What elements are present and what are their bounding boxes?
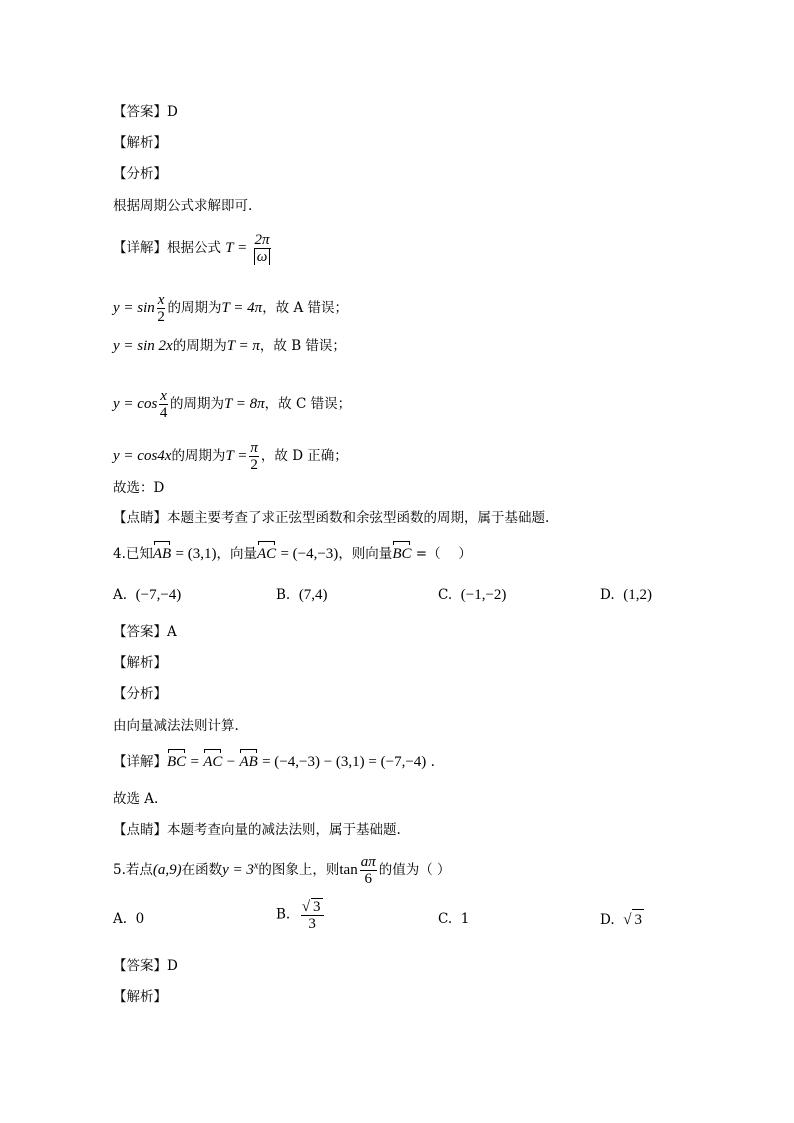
- q3-line-a-func: y = sin: [113, 300, 155, 316]
- q5-stem-end: 的值为（ ）: [378, 862, 451, 878]
- q3-line-b-period: T = π: [226, 338, 260, 354]
- q4-detail-label: 【详解】: [113, 754, 167, 770]
- q3-line-c-post: ，故 C 错误；: [264, 396, 352, 412]
- q5-option-d[interactable]: [600, 909, 644, 930]
- q5-answer: 【答案】D: [113, 958, 178, 974]
- q3-line-d-period: T =: [225, 448, 248, 464]
- q3-comment: 【点睛】本题主要考查了求正弦型函数和余弦型函数的周期，属于基础题.: [113, 510, 550, 526]
- q5-option-a-value: 0: [135, 911, 145, 927]
- q3-line-b-mid: 的周期为: [172, 338, 227, 354]
- q4-option-a[interactable]: [113, 585, 181, 605]
- q5-option-a-label: A.: [113, 911, 128, 927]
- q4-answer: 【答案】A: [113, 624, 177, 640]
- q4-option-c-value: (−1,−2): [460, 587, 507, 603]
- q4-option-d-value: (1,2): [623, 587, 652, 603]
- q4-option-a-value: (−7,−4): [135, 587, 182, 603]
- q4-vector-ac: AC: [256, 546, 277, 562]
- q3-line-c: [113, 388, 351, 421]
- q5-option-a[interactable]: [113, 909, 144, 929]
- q3-formula-t: T =: [225, 240, 248, 256]
- q3-line-a-period: T = 4π: [221, 300, 263, 316]
- q3-line-a-post: ，故 A 错误；: [262, 300, 349, 316]
- q3-formula-fraction: [254, 232, 271, 265]
- q3-answer: 【答案】D: [113, 104, 178, 120]
- q5-option-d-sqrt: √ 3: [623, 912, 644, 928]
- q3-line-b-func: y = sin 2x: [113, 338, 173, 354]
- q4-option-a-label: A.: [113, 587, 128, 603]
- q5-option-d-value: 3: [632, 909, 644, 930]
- q3-line-d-mid: 的周期为: [171, 448, 226, 464]
- q4-detail-eq: = (−4,−3) − (3,1) = (−7,−4): [262, 754, 427, 770]
- q5-tan-den: 6: [364, 871, 372, 887]
- q3-line-a-mid: 的周期为: [167, 300, 222, 316]
- q5-stem-pre: 5.若点: [113, 862, 153, 878]
- q4-detail-vector-ac: AC: [203, 754, 223, 770]
- q3-line-b-post: ，故 B 错误；: [259, 338, 346, 354]
- q5-option-d-label: D.: [600, 912, 615, 928]
- q3-line-d: [113, 440, 348, 473]
- q3-fenxi-text: 根据周期公式求解即可.: [113, 198, 253, 214]
- q5-tan: tan: [339, 862, 358, 878]
- q4-option-d-label: D.: [600, 587, 615, 603]
- q3-line-c-period: T = 8π: [223, 396, 265, 412]
- q4-comment: 【点睛】本题考查向量的减法法则，属于基础题.: [113, 822, 401, 838]
- q5-func: y = 3: [222, 862, 254, 878]
- q4-option-b-label: B.: [276, 587, 291, 603]
- q4-stem-mid2: ，则向量: [338, 546, 393, 562]
- q4-option-d[interactable]: [600, 585, 652, 605]
- q4-detail-end: .: [430, 754, 435, 770]
- q3-line-d-den: 2: [250, 457, 258, 473]
- q3-formula-num: 2π: [254, 232, 270, 248]
- q5-tan-frac: [360, 854, 377, 887]
- q3-fenxi-heading: 【分析】: [113, 166, 167, 182]
- q5-point: (a,9): [152, 862, 182, 878]
- q4-choose: 故选 A.: [113, 791, 159, 807]
- q4-detail-vector-bc: BC: [167, 754, 187, 770]
- q4-vector-bc: BC: [392, 546, 412, 562]
- q5-tan-num: aπ: [360, 854, 376, 870]
- q5-option-b-num: 3: [313, 899, 321, 915]
- q4-fenxi-text: 由向量减法法则计算.: [113, 718, 239, 734]
- q5-option-c[interactable]: [438, 909, 469, 929]
- q4-stem-end: =（ ）: [415, 546, 472, 562]
- q4-option-b[interactable]: [276, 585, 328, 605]
- q3-analysis-heading: 【解析】: [113, 135, 167, 151]
- q5-option-c-value: 1: [460, 911, 470, 927]
- q4-option-c[interactable]: [438, 585, 506, 605]
- q5-option-c-label: C.: [438, 911, 453, 927]
- q3-line-b: [113, 336, 346, 356]
- q4-detail-line: 【详解】BC = AC − AB = (−4,−3) − (3,1) = (−7,−4) .: [113, 754, 435, 770]
- q4-option-b-value: (7,4): [298, 587, 328, 603]
- q3-line-c-mid: 的周期为: [169, 396, 224, 412]
- q3-line-c-frac: [159, 388, 168, 421]
- q3-choose: 故选：D: [113, 480, 165, 496]
- q4-stem-mid: ，向量: [216, 546, 257, 562]
- q5-stem-mid: 在函数: [181, 862, 223, 878]
- q5-stem-mid2: 的图象上，则: [258, 862, 340, 878]
- q3-line-d-func: y = cos4x: [113, 448, 172, 464]
- q5-option-b-fraction: $\frac{√ 3}{3}$: [301, 898, 324, 932]
- q5-func-exp: x: [253, 860, 259, 872]
- q4-option-c-label: C.: [438, 587, 453, 603]
- q3-line-a-num: x: [157, 292, 165, 308]
- q4-analysis-heading: 【解析】: [113, 655, 167, 671]
- q4-stem-eq2: = (−4,−3): [280, 546, 339, 562]
- q5-stem: [113, 854, 451, 887]
- q3-line-a-den: 2: [157, 309, 165, 325]
- q4-stem-eq1: = (3,1): [175, 546, 217, 562]
- q4-stem: [113, 544, 472, 564]
- q3-line-a-frac: [157, 292, 166, 325]
- q5-option-b-den: 3: [308, 916, 316, 932]
- q4-vector-ab: AB: [152, 546, 172, 562]
- q4-stem-pre: 4.已知: [113, 546, 153, 562]
- q4-fenxi-heading: 【分析】: [113, 686, 167, 702]
- q5-analysis-heading: 【解析】: [113, 989, 167, 1005]
- q3-formula-den: ω: [254, 249, 271, 265]
- q3-line-d-frac: [249, 440, 259, 473]
- q3-line-c-func: y = cos: [113, 396, 158, 412]
- q3-line-c-den: 4: [159, 405, 168, 421]
- q3-detail-label: 【详解】根据公式: [113, 240, 221, 256]
- q3-line-a: [113, 292, 348, 325]
- q3-detail-line: [113, 232, 273, 265]
- q3-line-c-num: x: [160, 388, 167, 404]
- q3-line-d-post: ，故 D 正确；: [260, 448, 348, 464]
- q3-line-d-num: π: [250, 440, 258, 456]
- q4-detail-vector-ab: AB: [239, 754, 258, 770]
- q5-option-b-label: B.: [276, 906, 291, 923]
- q5-option-b[interactable]: [276, 898, 326, 932]
